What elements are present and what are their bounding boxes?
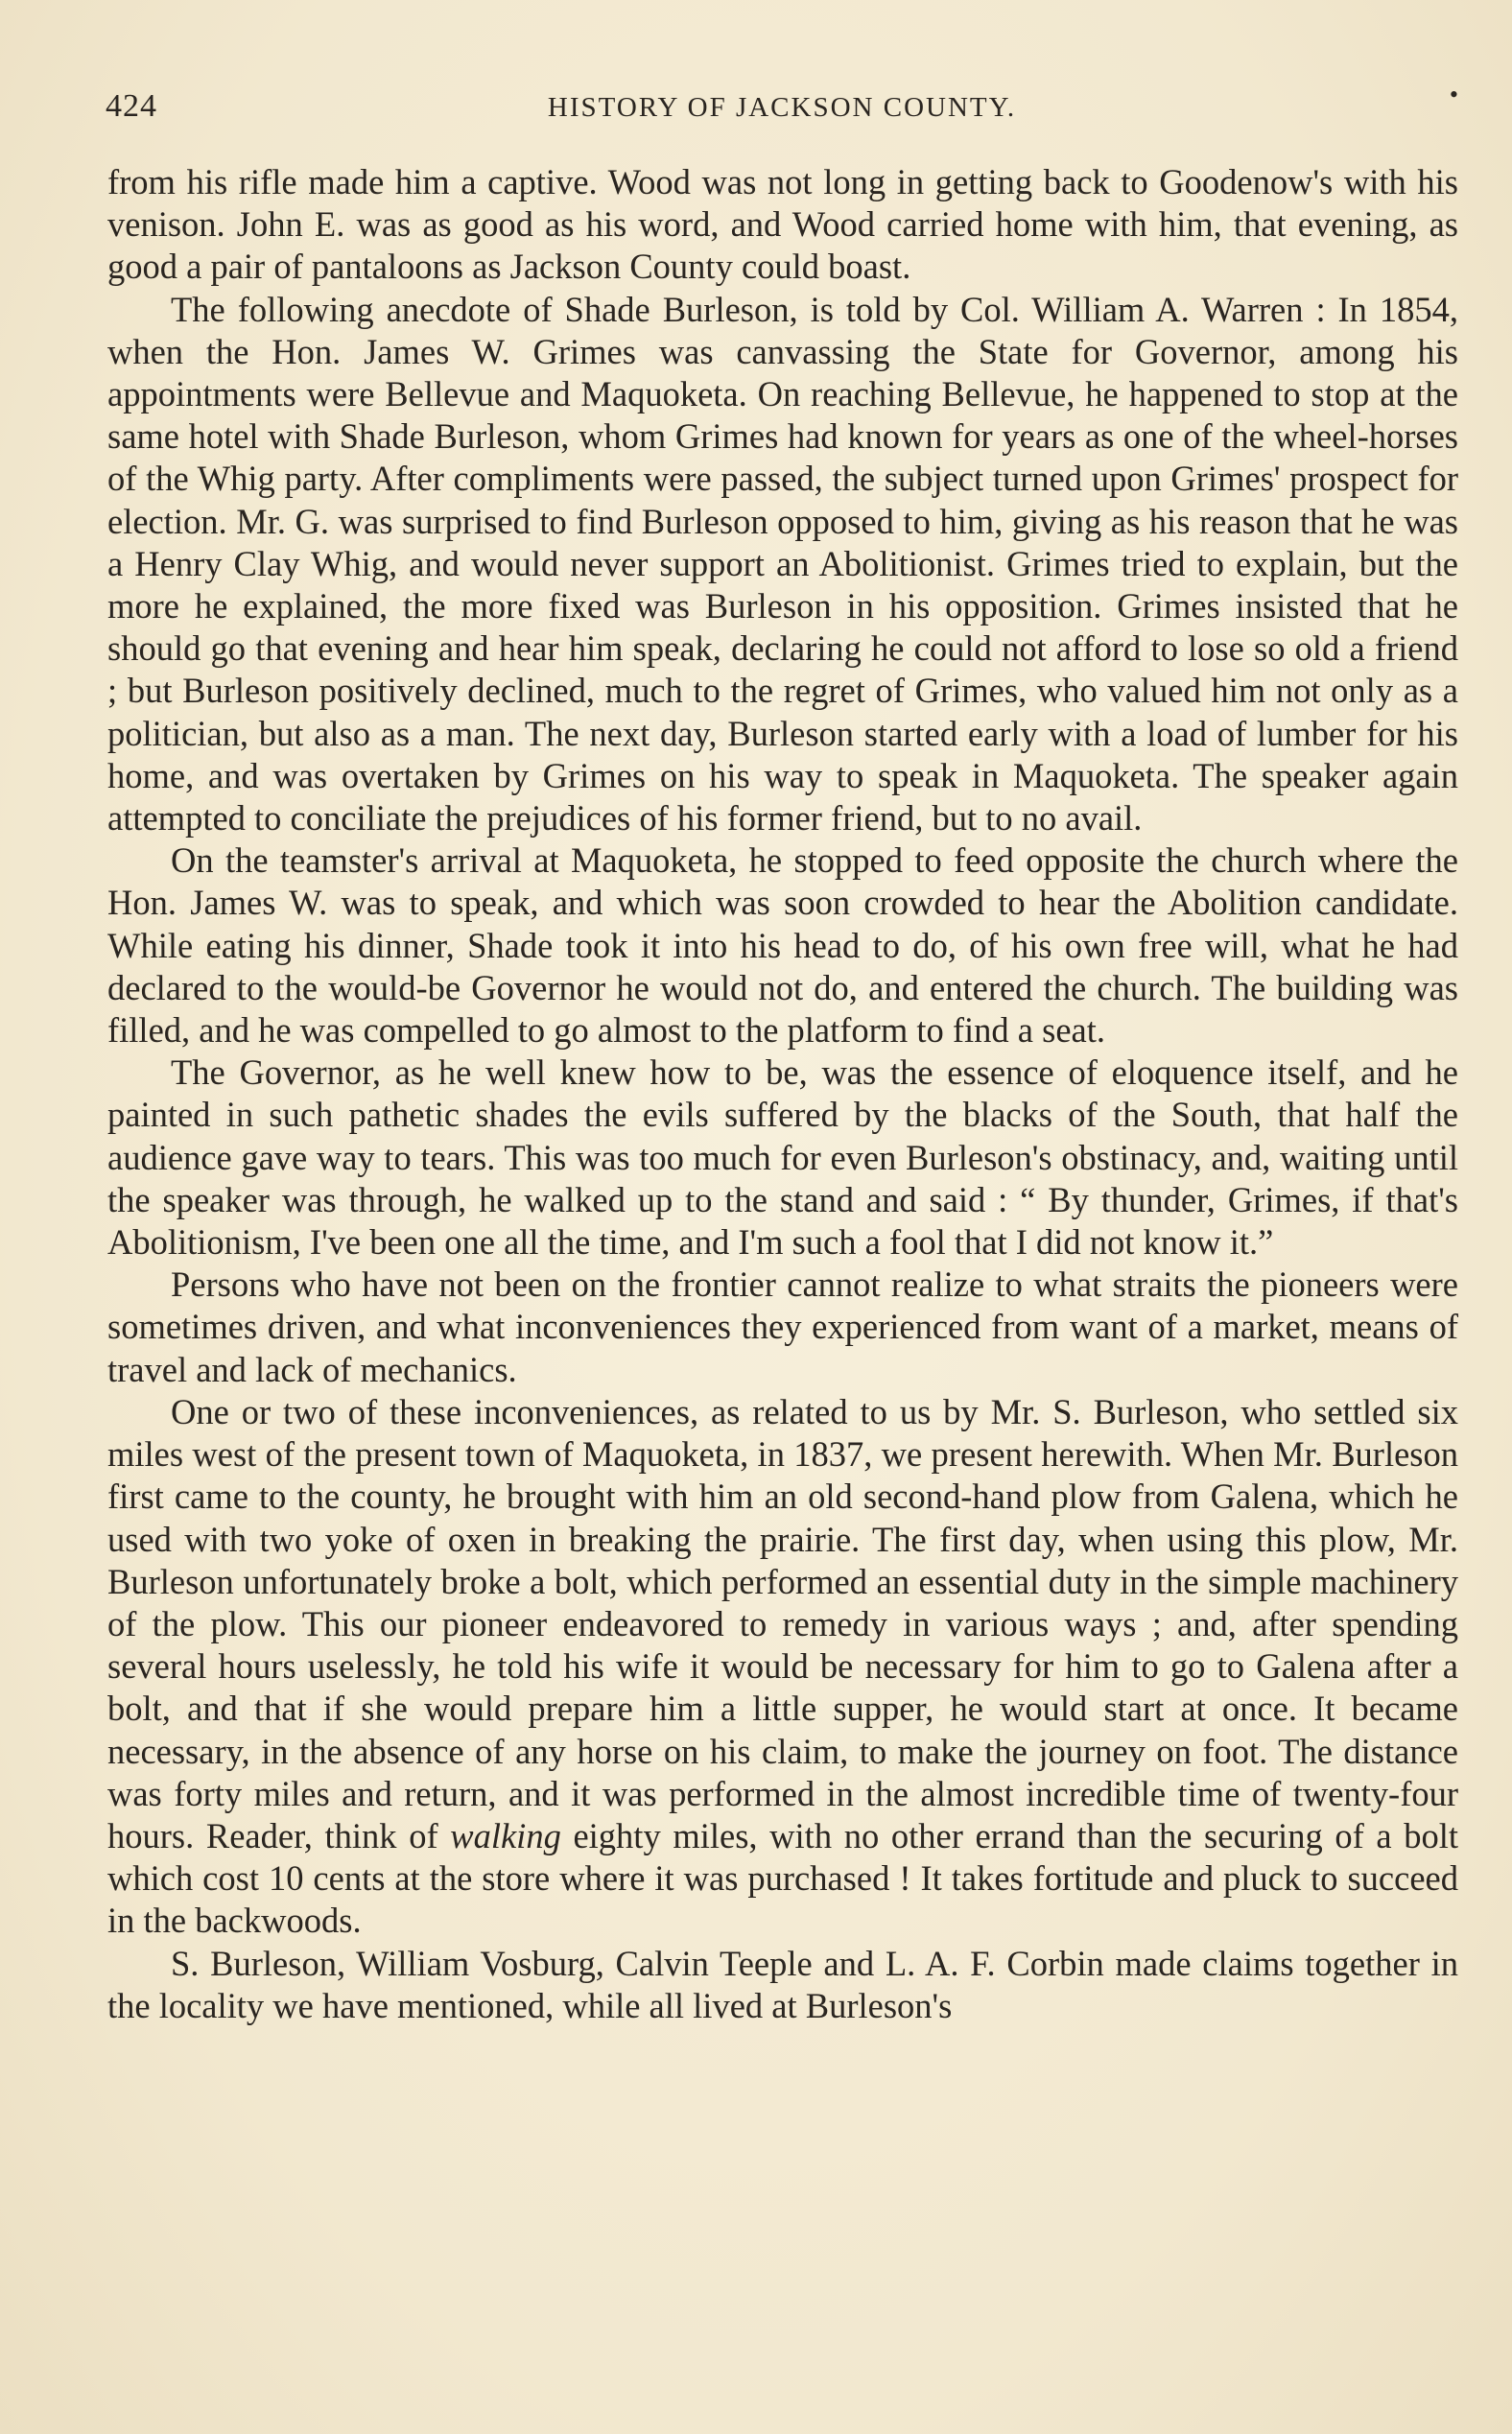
paragraph: S. Burleson, William Vosburg, Calvin Teeple and L. A. F. Corbin made claims together in the locality we have mentioned, while all lived at Burleson's (107, 1943, 1458, 2025)
paragraph (107, 1391, 1458, 1943)
running-title: HISTORY OF JACKSON COUNTY. (547, 92, 1017, 123)
paragraph: Persons who have not been on the frontier cannot realize to what straits the pioneers were sometimes driven, and what inconveniences they experienced from want of a market, means of travel and lack of mechanics. (107, 1264, 1458, 1389)
page-header (106, 81, 1458, 129)
body-text (107, 161, 1458, 2027)
paragraph: from his rifle made him a captive. Wood was not long in getting back to Goodenow's with his venison. John E. was as good as his word, and Wood carried home with him, that evening, as good a pair of pantaloons as Jackson County could boast. (107, 162, 1458, 287)
paragraph: On the teamster's arrival at Maquoketa, he stopped to feed opposite the church where the Hon. James W. was to speak, and which was soon crowded to hear the Abolition candidate. While eating his dinner, Shade took it into his head to do, of his own free will, what he had declared to the would-be Governor he would not do, and entered the church. The building was filled, and he was compelled to go almost to the platform to find a seat. (107, 840, 1458, 1051)
edge-mark: • (1449, 81, 1458, 108)
paragraph: The following anecdote of Shade Burleson, is told by Col. William A. Warren : In 1854, when the Hon. James W. Grimes was canvassing the State for Governor, among his appointments were Bellevue and Maquoketa. On reaching Bellevue, he happened to stop at the same hotel with Shade Burleson, whom Grimes had known for years as one of the wheel-horses of the Whig party. After compliments were passed, the subject turned upon Grimes' prospect for election. Mr. G. was surprised to find Burleson opposed to him, giving as his reason that he was a Henry Clay Whig, and would never support an Abolitionist. Grimes tried to explain, but the more he explained, the more fixed was Burleson in his opposition. Grimes insisted that he should go that evening and hear him speak, declaring he could not afford to lose so old a friend ; but Burleson positively declined, much to the regret of Grimes, who valued him not only as a politician, but also as a man. The next day, Burleson started early with a load of lumber for his home, and was overtaken by Grimes on his way to speak in Maquoketa. The speaker again attempted to conciliate the prejudices of his former friend, but to no avail. (107, 289, 1458, 839)
paragraph-text: One or two of these inconveniences, as related to us by Mr. S. Burleson, who settled six miles west of the present town of Maquoketa, in 1837, we present herewith. When Mr. Burleson first came to the county, he brought with him an old second-hand plow from Galena, which he used with two yoke of oxen in breaking the prairie. The first day, when using this plow, Mr. Burleson unfortunately broke a bolt, which performed an essential duty in the simple machinery of the plow. This our pioneer endeavored to remedy in various ways ; and, after spending several hours uselessly, he told his wife it would be necessary for him to go to Galena after a bolt, and that if she would prepare him a little supper, he would start at once. It became necessary, in the absence of any horse on his claim, to make the journey on foot. The distance was forty miles and return, and it was performed in the almost incredible time of twenty-four hours. Reader, think of (107, 1391, 1458, 1855)
paragraph-text: eighty miles, with no other errand than the securing of a bolt which cost 10 cents at the store where it was purchased ! It takes fortitude and pluck to succeed in the backwoods. (107, 1815, 1458, 1941)
page-number: 424 (106, 88, 157, 124)
emphasized-word: walking (450, 1815, 561, 1855)
paragraph: The Governor, as he well knew how to be, was the essence of eloquence itself, and he painted in such pathetic shades the evils suffered by the blacks of the South, that half the audience gave way to tears. This was too much for even Burleson's obstinacy, and, waiting until the speaker was through, he walked up to the stand and said : “ By thunder, Grimes, if that's Abolitionism, I've been one all the time, and I'm such a fool that I did not know it.” (107, 1052, 1458, 1263)
